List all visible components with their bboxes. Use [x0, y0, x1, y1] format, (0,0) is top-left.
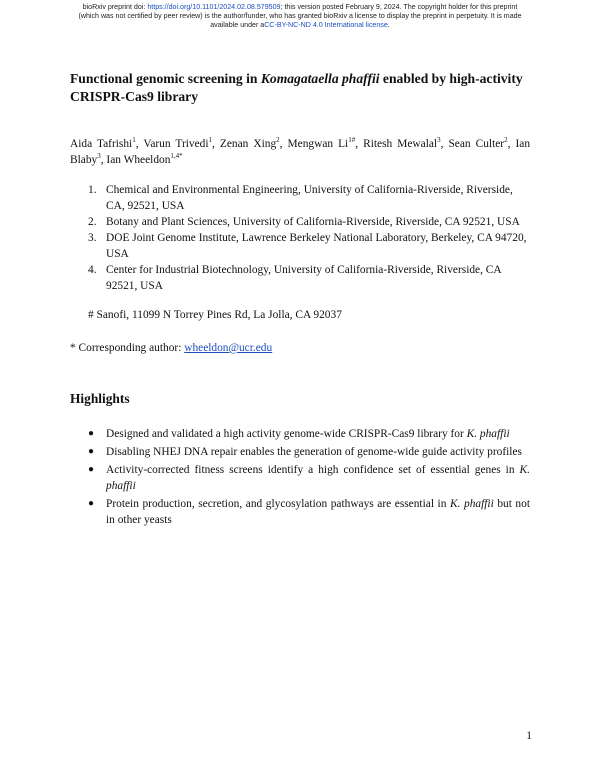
author [106, 154, 182, 166]
affiliation-item: 2. Botany and Plant Sciences, University of California-Riverside, Riverside, CA 92521, USA [88, 216, 520, 228]
notice-line-3: available under aCC-BY-NC-ND 4.0 International license. [210, 21, 390, 29]
author-list: Aida Tafrishi$^1$, Varun Trivedi$^1$, Zenan Xing$^2$, Mengwan $Li^{1\#}$, Ritesh Mewalal$^3$, Sean Culter$^2$, Ian Blaby$^3$, Ian Wheeldon$^{1,4*}$ [70, 136, 531, 166]
preprint-notice [40, 3, 560, 30]
corresponding-author: * Corresponding author: wheeldon@ucr.edu [70, 342, 273, 354]
bullet-icon: ● [88, 464, 95, 475]
author-affiliation-marker: 1 [132, 136, 136, 144]
author [363, 138, 440, 150]
author-affiliation-marker: 1# [348, 136, 356, 144]
highlight-item: ● Protein production, secretion, and glycosylation pathways are essential in K. phaffii but not in other yeasts [88, 498, 530, 526]
author-affiliation-marker: 1,4* [170, 152, 183, 160]
doi-link[interactable]: https://doi.org/10.1101/2024.02.08.579509 [147, 3, 281, 11]
author-affiliation-marker: 1 [208, 136, 213, 144]
author [220, 138, 280, 150]
notice-line-2: (which was not certified by peer review) is the author/funder, who has granted bioRxiv a license to display the preprint in perpetuity. It is made [78, 12, 522, 20]
author-name: Aida Tafrishi [70, 138, 133, 150]
page-number: 1 [526, 730, 532, 742]
affiliation-note: # Sanofi, 11099 N Torrey Pines Rd, La Jolla, CA 92037 [88, 309, 342, 321]
author-name: Zenan Xing [219, 138, 277, 150]
author-name: Mengwan Li [287, 138, 349, 150]
paper-title: Functional genomic screening in Komagataella phaffii enabled by high-activity CRISPR-Cas9 library [70, 71, 523, 104]
highlights-list [88, 426, 530, 530]
author-affiliation-marker: 3 [437, 136, 441, 144]
author-affiliation-marker: 2 [276, 136, 280, 144]
bullet-icon: ● [88, 428, 95, 439]
highlight-item: ● Activity-corrected fitness screens identify a high confidence set of essential genes in K. phaffii [88, 464, 530, 492]
license-link[interactable]: CC-BY-NC-ND 4.0 International license [264, 21, 388, 29]
highlight-item: ● Designed and validated a high activity genome-wide CRISPR-Cas9 library for K. phaffii [88, 428, 510, 440]
notice-line-1: bioRxiv preprint doi: https://doi.org/10.1101/2024.02.08.579509; this version posted February 9, 2024. The copyright holder for this preprint [82, 3, 518, 11]
author-name: Ritesh Mewalal [363, 138, 438, 150]
highlight-item: ● Disabling NHEJ DNA repair enables the generation of genome-wide guide activity profiles [88, 446, 522, 458]
author [288, 138, 356, 150]
author-name: Ian Blaby [70, 138, 531, 166]
author-name: Varun Trivedi [143, 138, 209, 150]
highlights-heading: Highlights [70, 391, 130, 406]
author [448, 138, 507, 150]
affiliation-item: 1. Chemical and Environmental Engineering, University of California-Riverside, Riverside, CA, 92521, USA [88, 184, 513, 212]
affiliation-item: 4. Center for Industrial Biotechnology, University of California-Riverside, Riverside, CA 92521, USA [88, 264, 502, 292]
author-name: Ian Wheeldon [106, 154, 171, 166]
author [143, 138, 212, 150]
title-species: Komagataella phaffii [260, 71, 380, 86]
author [70, 138, 136, 150]
author-affiliation-marker: 3 [97, 152, 101, 160]
bullet-icon: ● [88, 446, 95, 457]
affiliation-item: 3. DOE Joint Genome Institute, Lawrence Berkeley National Laboratory, Berkeley, CA 94720, USA [88, 232, 527, 260]
affiliation-list [88, 182, 530, 294]
author-name: Sean Culter [448, 138, 505, 150]
bullet-icon: ● [88, 498, 95, 509]
author-affiliation-marker: 2 [504, 136, 508, 144]
corresponding-email-link[interactable]: wheeldon@ucr.edu [184, 342, 273, 354]
